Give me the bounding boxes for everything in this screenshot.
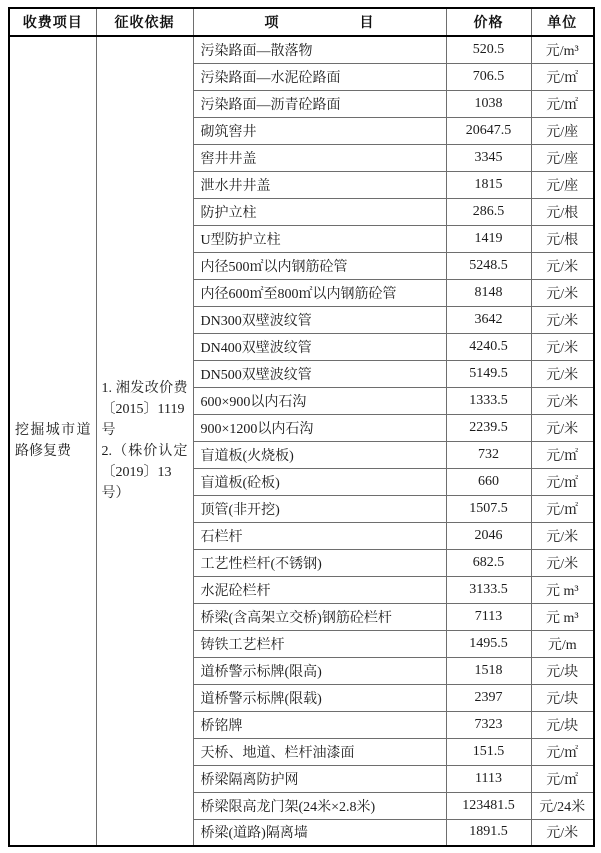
unit-cell: 元 m³ — [531, 576, 594, 603]
price-cell: 1891.5 — [446, 819, 531, 846]
price-cell: 8148 — [446, 279, 531, 306]
header-row — [9, 8, 594, 36]
unit-cell: 元/米 — [531, 333, 594, 360]
item-cell: 污染路面—沥青砼路面 — [193, 90, 446, 117]
unit-cell: 元/㎡ — [531, 738, 594, 765]
unit-cell: 元/米 — [531, 387, 594, 414]
fee-item-line-2: 路修复费 — [15, 444, 71, 459]
item-cell: 砌筑窖井 — [193, 117, 446, 144]
header-unit: 单位 — [531, 8, 594, 36]
price-cell: 520.5 — [446, 36, 531, 63]
price-cell: 3133.5 — [446, 576, 531, 603]
unit-cell: 元/座 — [531, 171, 594, 198]
unit-cell: 元/米 — [531, 306, 594, 333]
item-cell: 桥铭牌 — [193, 711, 446, 738]
price-cell: 1113 — [446, 765, 531, 792]
price-cell: 5248.5 — [446, 252, 531, 279]
price-cell: 1518 — [446, 657, 531, 684]
item-cell: 防护立柱 — [193, 198, 446, 225]
header-fee-item: 收费项目 — [9, 8, 96, 36]
item-cell: 石栏杆 — [193, 522, 446, 549]
item-cell: 盲道板(火烧板) — [193, 441, 446, 468]
unit-cell: 元/㎡ — [531, 63, 594, 90]
price-cell: 1419 — [446, 225, 531, 252]
basis-line-2: 〔2015〕1119号 — [101, 402, 185, 438]
price-cell: 732 — [446, 441, 531, 468]
basis-line-3: 2.（株价认定 — [101, 444, 188, 459]
price-cell: 3642 — [446, 306, 531, 333]
basis-cell — [96, 36, 193, 846]
price-cell: 20647.5 — [446, 117, 531, 144]
unit-cell: 元 m³ — [531, 603, 594, 630]
item-cell: 铸铁工艺栏杆 — [193, 630, 446, 657]
item-cell: 道桥警示标牌(限高) — [193, 657, 446, 684]
fee-item-line-1: 挖掘城市道 — [15, 423, 91, 438]
unit-cell: 元/根 — [531, 225, 594, 252]
price-cell: 3345 — [446, 144, 531, 171]
item-cell: 窖井井盖 — [193, 144, 446, 171]
item-cell: 顶管(非开挖) — [193, 495, 446, 522]
unit-cell: 元/座 — [531, 144, 594, 171]
price-cell: 4240.5 — [446, 333, 531, 360]
price-cell: 2397 — [446, 684, 531, 711]
unit-cell: 元/㎡ — [531, 468, 594, 495]
unit-cell: 元/块 — [531, 657, 594, 684]
unit-cell: 元/米 — [531, 522, 594, 549]
unit-cell: 元/米 — [531, 279, 594, 306]
price-cell: 7113 — [446, 603, 531, 630]
unit-cell: 元/块 — [531, 711, 594, 738]
unit-cell: 元/㎡ — [531, 765, 594, 792]
item-cell: 水泥砼栏杆 — [193, 576, 446, 603]
item-cell: 工艺性栏杆(不锈钢) — [193, 549, 446, 576]
price-cell: 1038 — [446, 90, 531, 117]
item-cell: 盲道板(砼板) — [193, 468, 446, 495]
price-cell: 5149.5 — [446, 360, 531, 387]
item-cell: DN300双壁波纹管 — [193, 306, 446, 333]
item-cell: 污染路面—散落物 — [193, 36, 446, 63]
unit-cell: 元/米 — [531, 414, 594, 441]
price-cell: 682.5 — [446, 549, 531, 576]
unit-cell: 元/座 — [531, 117, 594, 144]
header-basis: 征收依据 — [96, 8, 193, 36]
price-cell: 1333.5 — [446, 387, 531, 414]
unit-cell: 元/米 — [531, 819, 594, 846]
item-cell: 桥梁限高龙门架(24米×2.8米) — [193, 792, 446, 819]
price-cell: 2239.5 — [446, 414, 531, 441]
item-cell: U型防护立柱 — [193, 225, 446, 252]
item-cell: 桥梁隔离防护网 — [193, 765, 446, 792]
fee-table-header — [9, 8, 594, 36]
basis-line-4: 〔2019〕13号） — [101, 465, 172, 501]
price-cell: 7323 — [446, 711, 531, 738]
unit-cell: 元/㎡ — [531, 441, 594, 468]
unit-cell: 元/24米 — [531, 792, 594, 819]
item-cell: 内径600㎡至800㎡以内钢筋砼管 — [193, 279, 446, 306]
unit-cell: 元/㎡ — [531, 495, 594, 522]
item-cell: DN500双壁波纹管 — [193, 360, 446, 387]
unit-cell: 元/㎡ — [531, 90, 594, 117]
price-cell: 1495.5 — [446, 630, 531, 657]
price-cell: 286.5 — [446, 198, 531, 225]
item-cell: 道桥警示标牌(限载) — [193, 684, 446, 711]
item-cell: 600×900以内石沟 — [193, 387, 446, 414]
table-row — [9, 36, 594, 63]
unit-cell: 元/米 — [531, 252, 594, 279]
price-cell: 1815 — [446, 171, 531, 198]
price-cell: 151.5 — [446, 738, 531, 765]
unit-cell: 元/m³ — [531, 36, 594, 63]
item-cell: 内径500㎡以内钢筋砼管 — [193, 252, 446, 279]
header-item-right: 目 — [359, 14, 375, 30]
item-cell: 桥梁(道路)隔离墙 — [193, 819, 446, 846]
price-cell: 123481.5 — [446, 792, 531, 819]
header-price: 价格 — [446, 8, 531, 36]
price-cell: 706.5 — [446, 63, 531, 90]
header-item-split — [194, 12, 446, 32]
basis-line-1: 1. 湘发改价费 — [101, 381, 188, 396]
price-cell: 660 — [446, 468, 531, 495]
unit-cell: 元/米 — [531, 360, 594, 387]
fee-table-body — [9, 36, 594, 846]
item-cell: DN400双壁波纹管 — [193, 333, 446, 360]
item-cell: 900×1200以内石沟 — [193, 414, 446, 441]
item-cell: 污染路面—水泥砼路面 — [193, 63, 446, 90]
unit-cell: 元/块 — [531, 684, 594, 711]
header-item-left: 项 — [264, 14, 280, 30]
price-cell: 1507.5 — [446, 495, 531, 522]
price-cell: 2046 — [446, 522, 531, 549]
item-cell: 泄水井井盖 — [193, 171, 446, 198]
unit-cell: 元/米 — [531, 549, 594, 576]
item-cell: 天桥、地道、栏杆油漆面 — [193, 738, 446, 765]
fee-item-cell — [9, 36, 96, 846]
header-item — [193, 8, 446, 36]
unit-cell: 元/m — [531, 630, 594, 657]
item-cell: 桥梁(含高架立交桥)钢筋砼栏杆 — [193, 603, 446, 630]
unit-cell: 元/根 — [531, 198, 594, 225]
fee-table — [8, 7, 595, 847]
